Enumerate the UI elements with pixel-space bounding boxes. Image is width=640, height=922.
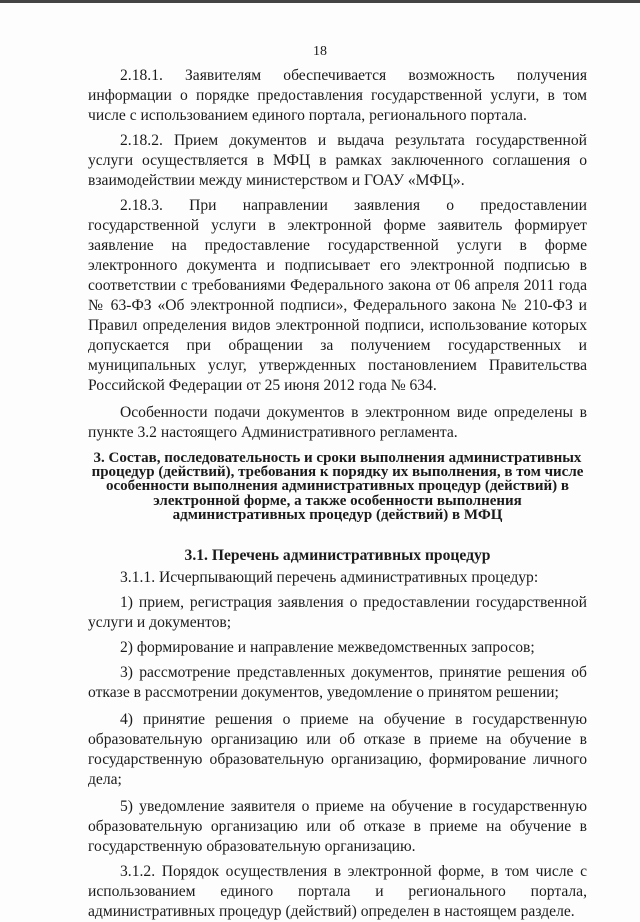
list-item-4: 4) принятие решения о приеме на обучение в государственную образовательную организацию или об отказе в приеме на обучение в государственную образовательную организацию, формирование личного дела; bbox=[88, 711, 587, 789]
paragraph-2-18-1: 2.18.1. Заявителям обеспечивается возможность получения информации о порядке предоставления государственной услуги, в том числе с использованием единого портала, регионального портала. bbox=[88, 67, 587, 124]
paragraph-2-18-2: 2.18.2. Прием документов и выдача результата государственной услуги осуществляется в МФЦ в рамках заключенного соглашения о взаимодействии между министерством и ГОАУ «МФЦ». bbox=[88, 132, 587, 189]
paragraph-electronic-submission: Особенности подачи документов в электронном виде определены в пункте 3.2 настоящего Административного регламента. bbox=[88, 404, 587, 441]
page-number: 18 bbox=[313, 44, 327, 59]
document-body bbox=[88, 66, 587, 922]
list-item-3: 3) рассмотрение представленных документов, принятие решения об отказе в рассмотрении документов, уведомление о принятом решении; bbox=[88, 664, 587, 702]
list-item-5: 5) уведомление заявителя о приеме на обучение в государственную образовательную организацию или об отказе в приеме на обучение в государственную образовательную организацию. bbox=[88, 798, 587, 856]
section-heading: 3. Состав, последовательность и сроки выполнения административных процедур (действий), требования к порядку их выполнения, в том числе особенности выполнения административных процедур (действий) в электронной форме, а также особенности выполнения административных процедур (действий) в МФЦ bbox=[91, 450, 584, 523]
list-item-1: 1) прием, регистрация заявления о предоставлении государственной услуги и документов; bbox=[88, 594, 587, 632]
paragraph-3-1-1: 3.1.1. Исчерпывающий перечень административных процедур: bbox=[120, 569, 539, 587]
subsection-heading: 3.1. Перечень административных процедур bbox=[184, 547, 491, 565]
paragraph-2-18-3: 2.18.3. При направлении заявления о предоставлении государственной услуги в электронной форме заявитель формирует заявление на предоставление государственной услуги в форме электронного документа и подписывает его электронной подписью в соответствии с требованиями Федерального закона от 06 апреля 2011 года № 63-ФЗ «Об электронной подписи», Федерального закона № 210-ФЗ и Правил определения видов электронной подписи, использование которых допускается при обращении за получением государственных и муниципальных услуг, утвержденных постановлением Правительства Российской Федерации от 25 июня 2012 года № 634. bbox=[88, 197, 587, 394]
scan-edge-line bbox=[0, 0, 640, 3]
list-item-2: 2) формирование и направление межведомственных запросов; bbox=[120, 639, 535, 657]
paragraph-3-1-2: 3.1.2. Порядок осуществления в электронной форме, в том числе с использованием единого портала и регионального портала, административных процедур (действий) определен в настоящем разделе. bbox=[88, 863, 587, 921]
